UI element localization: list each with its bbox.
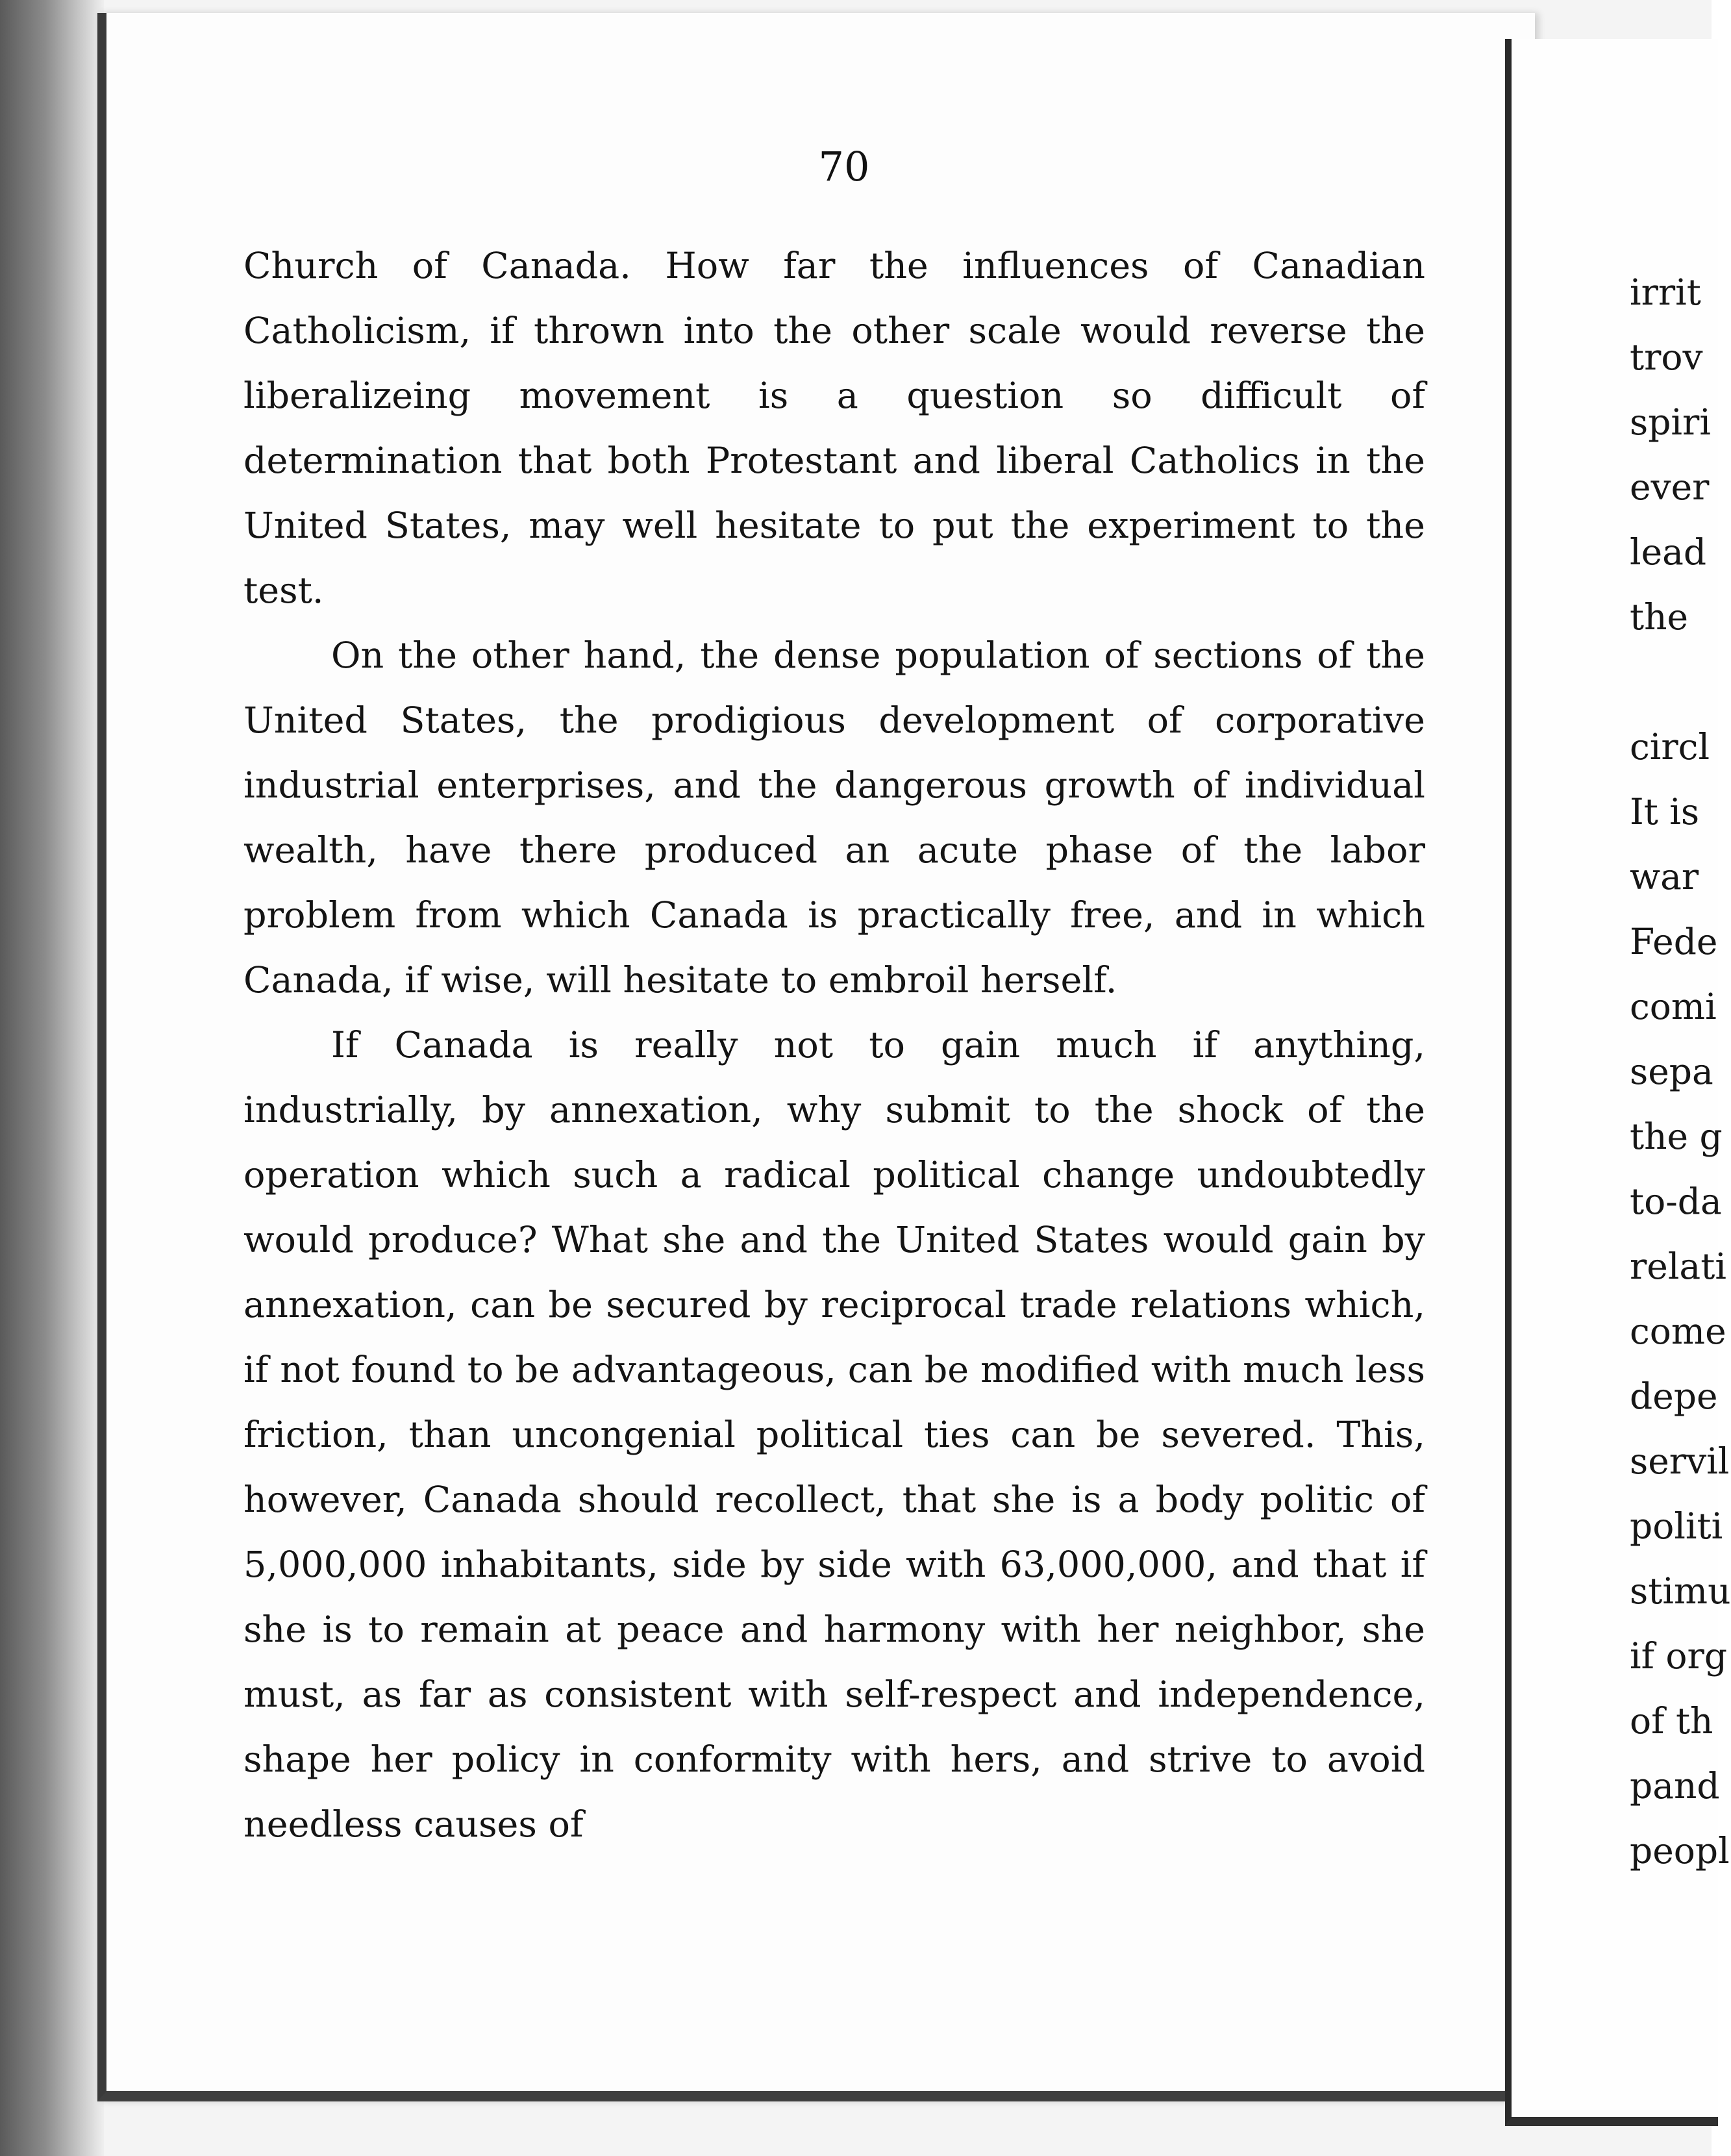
facing-line: servil — [1630, 1440, 1730, 1482]
facing-line: trov — [1630, 336, 1703, 378]
facing-line: Fede — [1630, 921, 1718, 962]
facing-line: to-da — [1630, 1181, 1722, 1222]
facing-line: pand — [1630, 1765, 1720, 1807]
facing-line: irrit — [1630, 271, 1701, 313]
page-body-text — [243, 234, 1425, 1857]
facing-line: It is — [1630, 791, 1700, 833]
facing-line: peopl — [1630, 1830, 1730, 1872]
facing-page-text-fragments — [1630, 260, 1731, 1883]
facing-line: sepa — [1630, 1051, 1713, 1092]
paragraph-1: Church of Canada. How far the influences of Canadian Catholicism, if thrown into the other scale would reverse the liberalizeing movement is a question so difficult of determination that both Protestant and liberal Catholics in the United States, may well hesitate to put the experiment to the test. — [243, 245, 1425, 612]
binding-shadow — [0, 0, 104, 2156]
page-number: 70 — [818, 143, 870, 190]
facing-line: circl — [1630, 726, 1710, 768]
facing-line: stimu — [1630, 1570, 1731, 1612]
facing-line: come — [1630, 1310, 1726, 1352]
facing-line: spiri — [1630, 401, 1711, 443]
facing-line: relati — [1630, 1246, 1726, 1287]
paragraph-2: On the other hand, the dense population of sections of the United States, the prodigious development of corporative industrial enterprises, and the dangerous growth of individual wealth, have there produced an acute phase of the labor problem from which Canada is practically free, and in which Canada, if wise, will hesitate to embroil herself. — [243, 634, 1425, 1001]
facing-line: lead — [1630, 531, 1707, 573]
facing-line: ever — [1630, 466, 1710, 508]
facing-line — [1630, 649, 1712, 714]
facing-line: comi — [1630, 986, 1717, 1027]
facing-line: the — [1630, 596, 1689, 638]
facing-line: of th — [1630, 1700, 1713, 1742]
facing-line: politi — [1630, 1505, 1723, 1547]
facing-line: war — [1630, 856, 1699, 897]
paragraph-3: If Canada is really not to gain much if anything, industrially, by annexation, why submit to the shock of the operation which such a radical political change undoubtedly would produce? What she and the United States would gain by annexation, can be secured by reciprocal trade relations which, if not found to be advantageous, can be modified with much less friction, than uncongenial political ties can be severed. This, however, Canada should recollect, that she is a body politic of 5,000,000 inhabitants, side by side with 63,000,000, and that if she is to remain at peace and harmony with her neighbor, she must, as far as consistent with self-respect and independence, shape her policy in conformity with hers, and strive to avoid needless causes of — [243, 1024, 1425, 1846]
facing-line: the g — [1630, 1116, 1723, 1157]
facing-line: depe — [1630, 1375, 1718, 1417]
facing-line: if org — [1630, 1635, 1728, 1677]
